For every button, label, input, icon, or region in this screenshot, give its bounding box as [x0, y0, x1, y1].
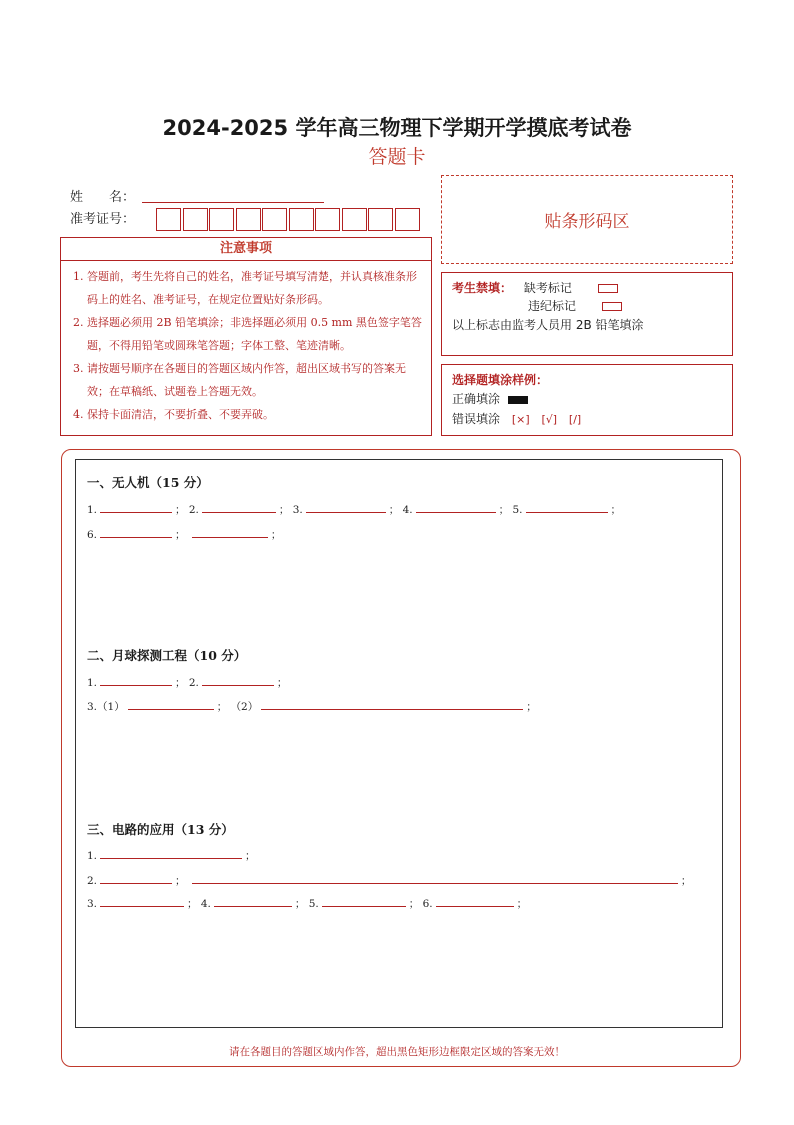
notice-list: [61, 261, 431, 426]
notice-item: 4. 保持卡面清洁，不要折叠、不要弄破。: [73, 408, 274, 421]
sample-label: 选择题填涂样例：: [452, 373, 549, 387]
answer-blank[interactable]: [100, 502, 172, 513]
id-box[interactable]: [368, 208, 393, 231]
answer-row: 1. ； 2. ；: [87, 677, 288, 689]
page-subtitle: 答题卡: [368, 146, 426, 168]
answer-blank[interactable]: [214, 896, 292, 907]
answer-blank[interactable]: [100, 527, 172, 538]
answer-blank[interactable]: [416, 502, 496, 513]
id-box[interactable]: [342, 208, 367, 231]
absent-mark-box[interactable]: [598, 284, 618, 293]
notice-item: 1. 答题前，考生先将自己的姓名，准考证号填写清楚，并认真核准条形码上的姓名、准考证号，在规定位置贴好条形码。: [73, 270, 417, 306]
id-box[interactable]: [156, 208, 181, 231]
answer-blank[interactable]: [100, 675, 172, 686]
id-number-boxes[interactable]: [156, 208, 421, 231]
id-box[interactable]: [183, 208, 208, 231]
answer-blank[interactable]: [128, 699, 214, 710]
violation-mark-box[interactable]: [602, 302, 622, 311]
id-label: 准考证号：: [70, 212, 136, 227]
fill-sample-box: [441, 364, 733, 436]
footer-warning: 请在各题目的答题区域内作答，超出黑色矩形边框限定区域的答案无效！: [229, 1046, 565, 1058]
violation-mark-label: 违纪标记: [528, 299, 577, 313]
correct-fill-label: 正确填涂: [452, 392, 501, 406]
answer-blank[interactable]: [261, 699, 523, 710]
ban-note: 以上标志由监考人员用 2B 铅笔填涂: [452, 318, 644, 332]
section-title: 一、无人机（15 分）: [87, 475, 209, 490]
answer-area-frame: [75, 459, 723, 1028]
name-label: 姓 名：: [70, 190, 136, 205]
answer-row: 3.（1） ； （2） ；: [87, 701, 537, 713]
answer-row: 2. ； ；: [87, 875, 692, 887]
id-box[interactable]: [262, 208, 287, 231]
id-box[interactable]: [289, 208, 314, 231]
answer-row: 1. ； 2. ； 3. ； 4. ； 5. ；: [87, 504, 622, 516]
answer-blank[interactable]: [192, 873, 678, 884]
notice-item: 3. 请按题号顺序在各题目的答题区域内作答，超出区域书写的答案无效；在草稿纸、试题卷上答题无效。: [73, 362, 406, 398]
answer-blank[interactable]: [202, 675, 274, 686]
notice-title: 注意事项: [61, 238, 431, 261]
examinee-forbidden-box: [441, 272, 733, 356]
wrong-fill-label: 错误填涂: [452, 412, 501, 426]
answer-blank[interactable]: [306, 502, 386, 513]
answer-row: 1. ；: [87, 850, 256, 862]
answer-blank[interactable]: [202, 502, 276, 513]
notice-item: 2. 选择题必须用 2B 铅笔填涂；非选择题必须用 0.5 mm 黑色签字笔答题，不得用铅笔或圆珠笔答题；字体工整、笔迹清晰。: [73, 316, 422, 352]
name-field[interactable]: [142, 201, 324, 203]
answer-blank[interactable]: [100, 848, 242, 859]
answer-blank[interactable]: [322, 896, 406, 907]
id-box[interactable]: [236, 208, 261, 231]
answer-blank[interactable]: [100, 896, 184, 907]
barcode-label: 贴条形码区: [544, 212, 630, 232]
answer-blank[interactable]: [436, 896, 514, 907]
barcode-area: [441, 175, 733, 264]
id-box[interactable]: [395, 208, 420, 231]
page-title: 2024-2025 学年高三物理下学期开学摸底考试卷: [162, 116, 632, 140]
id-box[interactable]: [209, 208, 234, 231]
answer-row: 3. ； 4. ； 5. ； 6. ；: [87, 898, 528, 910]
wrong-mark: [√]: [541, 413, 558, 426]
answer-row: 6. ； ；: [87, 529, 282, 541]
ban-label: 考生禁填：: [452, 281, 513, 295]
correct-fill-mark: [508, 396, 528, 404]
section-title: 三、电路的应用（13 分）: [87, 822, 234, 837]
id-box[interactable]: [315, 208, 340, 231]
answer-blank[interactable]: [100, 873, 172, 884]
absent-mark-label: 缺考标记: [523, 281, 572, 295]
answer-blank[interactable]: [192, 527, 268, 538]
answer-blank[interactable]: [526, 502, 608, 513]
section-title: 二、月球探测工程（10 分）: [87, 648, 247, 663]
wrong-mark: [×]: [511, 413, 530, 426]
wrong-mark: [/]: [568, 413, 582, 426]
notice-box: [60, 237, 432, 436]
